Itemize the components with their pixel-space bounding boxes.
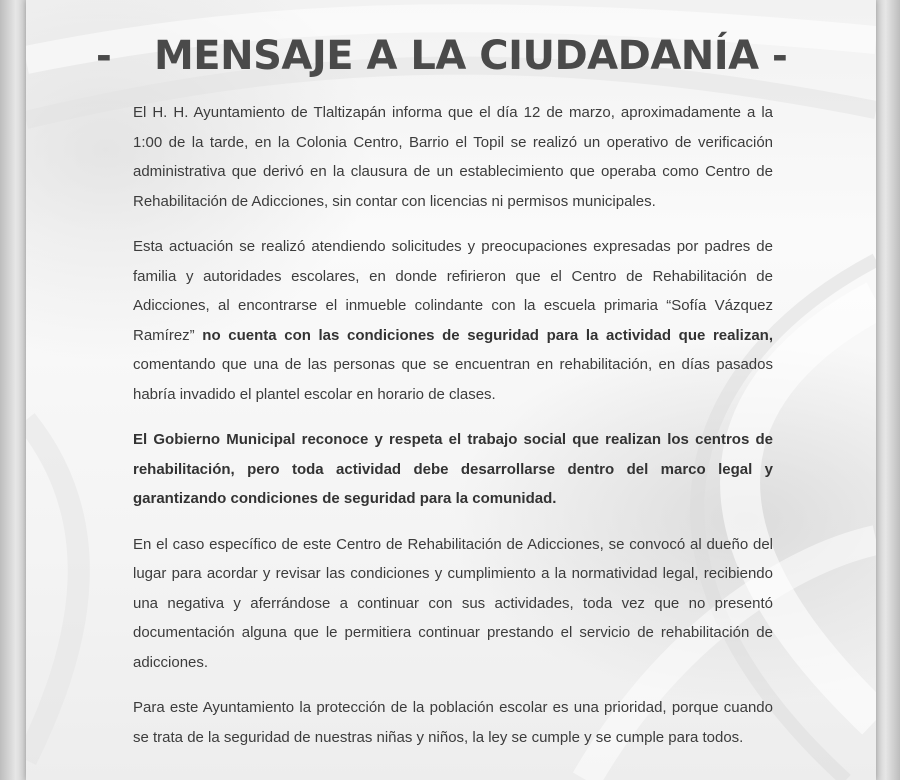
message-body xyxy=(133,98,773,768)
left-frame-border xyxy=(0,0,26,780)
title-dash-right: - xyxy=(772,34,788,78)
paragraph-2 xyxy=(133,232,773,409)
paragraph-3: El Gobierno Municipal reconoce y respeta el trabajo social que realizan los centros de rehabilitación, pero toda actividad debe desarrollarse dentro del marco legal y garantizando condiciones de seguridad para la comunidad. xyxy=(133,431,773,507)
document-sheet xyxy=(26,0,876,780)
header xyxy=(26,28,876,84)
title-dash-left: - xyxy=(96,34,112,78)
paragraph-1: El H. H. Ayuntamiento de Tlaltizapán informa que el día 12 de marzo, aproximadamente a la 1:00 de la tarde, en la Colonia Centro, Barrio el Topil se realizó un operativo de verificación administrativa que derivó en la clausura de un establecimiento que operaba como Centro de Rehabilitación de Adicciones, sin contar con licencias ni permisos municipales. xyxy=(133,104,773,210)
paragraph-4: En el caso específico de este Centro de Rehabilitación de Adicciones, se convocó al dueño del lugar para acordar y revisar las condiciones y cumplimiento a la normatividad legal, recibiendo una negativa y aferrándose a continuar con sus actividades, toda vez que no presentó documentación alguna que le permitiera continuar prestando el servicio de rehabilitación de adicciones. xyxy=(133,535,773,671)
right-frame-border xyxy=(876,0,900,780)
paragraph-5: Para este Ayuntamiento la protección de la población escolar es una prioridad, porque cuando se trata de la seguridad de nuestras niñas y niños, la ley se cumple y se cumple para todos. xyxy=(133,699,773,746)
page-title: MENSAJE A LA CIUDADANÍA xyxy=(154,33,759,79)
paragraph-2-bold: no cuenta con las condiciones de seguridad para la actividad que realizan, xyxy=(202,326,773,344)
paragraph-2-end: comentando que una de las personas que se encuentran en rehabilitación, en días pasados habría invadido el plantel escolar en horario de clases. xyxy=(133,356,773,403)
paragraph-2-start: Esta actuación se realizó atendiendo solicitudes y preocupaciones expresadas por padres de familia y autoridades escolares, en donde refirieron que el Centro de Rehabilitación de Adicciones, al encontrarse el inmueble colindante con la escuela primaria “Sofía Vázquez Ramírez” xyxy=(133,238,773,344)
